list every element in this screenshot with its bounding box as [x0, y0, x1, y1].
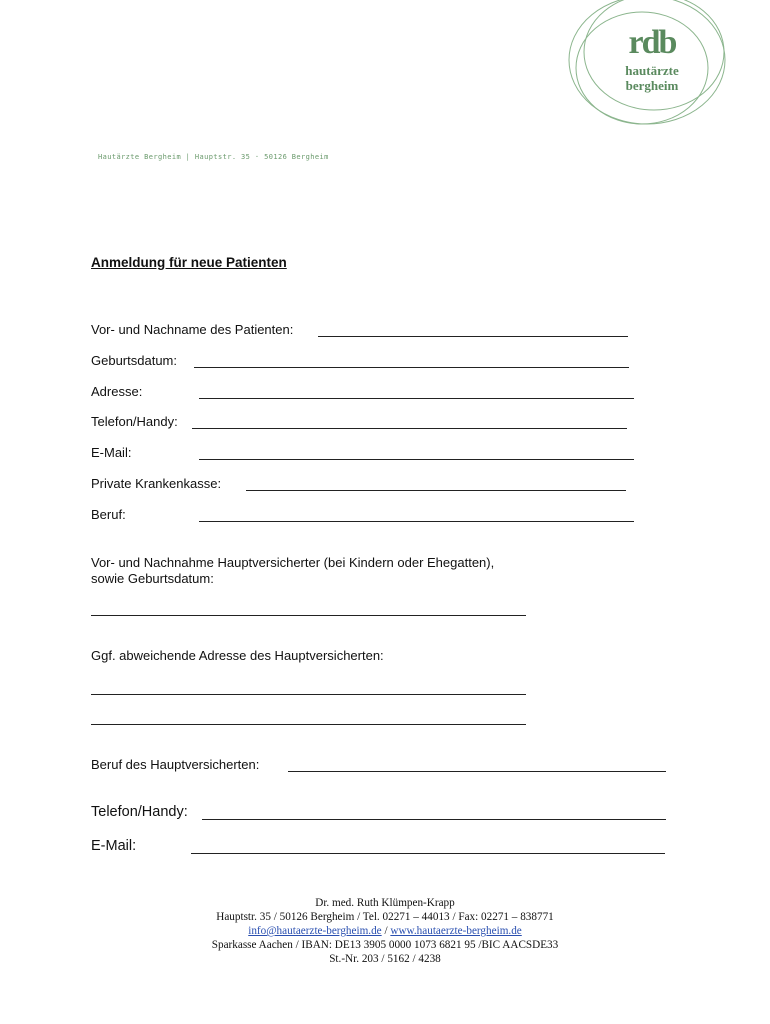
- insured-email-label: E-Mail:: [91, 838, 137, 854]
- footer-tax: St.-Nr. 203 / 5162 / 4238: [329, 953, 441, 965]
- practice-logo: [562, 0, 732, 130]
- logo-line1: hautärzte: [625, 63, 679, 78]
- email-input[interactable]: [199, 445, 634, 460]
- phone-input[interactable]: [192, 414, 627, 429]
- name-label: Vor- und Nachname des Patienten:: [91, 322, 294, 337]
- insured-label-line2: sowie Geburtsdatum:: [91, 571, 214, 586]
- footer: [0, 896, 770, 966]
- footer-web-link[interactable]: www.hautaerzte-bergheim.de: [390, 925, 522, 937]
- occupation-input[interactable]: [199, 507, 634, 522]
- insured-occupation-input[interactable]: [288, 757, 666, 772]
- alt-address-input-1[interactable]: [91, 680, 526, 695]
- occupation-label: Beruf:: [91, 507, 126, 522]
- birthdate-input[interactable]: [194, 353, 629, 368]
- logo-monogram: rdb: [628, 24, 676, 61]
- insurance-label: Private Krankenkasse:: [91, 476, 222, 491]
- insured-label-line1: Vor- und Nachnahme Hauptversicherter (bei Kindern oder Ehegatten),: [91, 555, 495, 570]
- phone-label: Telefon/Handy:: [91, 414, 178, 429]
- email-label: E-Mail:: [91, 445, 132, 460]
- form-title: Anmeldung für neue Patienten: [91, 255, 287, 270]
- address-input[interactable]: [199, 384, 634, 399]
- footer-link-separator: /: [381, 925, 391, 937]
- logo-line2: bergheim: [625, 78, 679, 93]
- insured-phone-input[interactable]: [202, 804, 666, 820]
- insurance-input[interactable]: [246, 476, 626, 491]
- name-input[interactable]: [318, 322, 628, 337]
- alt-address-label: Ggf. abweichende Adresse des Hauptversicherten:: [91, 648, 384, 663]
- footer-email-link[interactable]: info@hautaerzte-bergheim.de: [248, 925, 382, 937]
- insured-phone-label: Telefon/Handy:: [91, 804, 188, 820]
- footer-bank: Sparkasse Aachen / IBAN: DE13 3905 0000 1073 6821 95 /BIC AACSDE33: [211, 939, 559, 951]
- address-label: Adresse:: [91, 384, 143, 399]
- footer-address: Hauptstr. 35 / 50126 Bergheim / Tel. 02271 – 44013 / Fax: 02271 – 838771: [216, 911, 554, 923]
- footer-doctor: Dr. med. Ruth Klümpen-Krapp: [315, 897, 455, 909]
- insured-occupation-label: Beruf des Hauptversicherten:: [91, 757, 260, 772]
- insured-email-input[interactable]: [191, 838, 665, 854]
- alt-address-input-2[interactable]: [91, 710, 526, 725]
- header-address: Hautärzte Bergheim | Hauptstr. 35 · 50126 Bergheim: [98, 153, 329, 161]
- birthdate-label: Geburtsdatum:: [91, 353, 177, 368]
- insured-name-input[interactable]: [91, 601, 526, 616]
- footer-links: [0, 924, 770, 938]
